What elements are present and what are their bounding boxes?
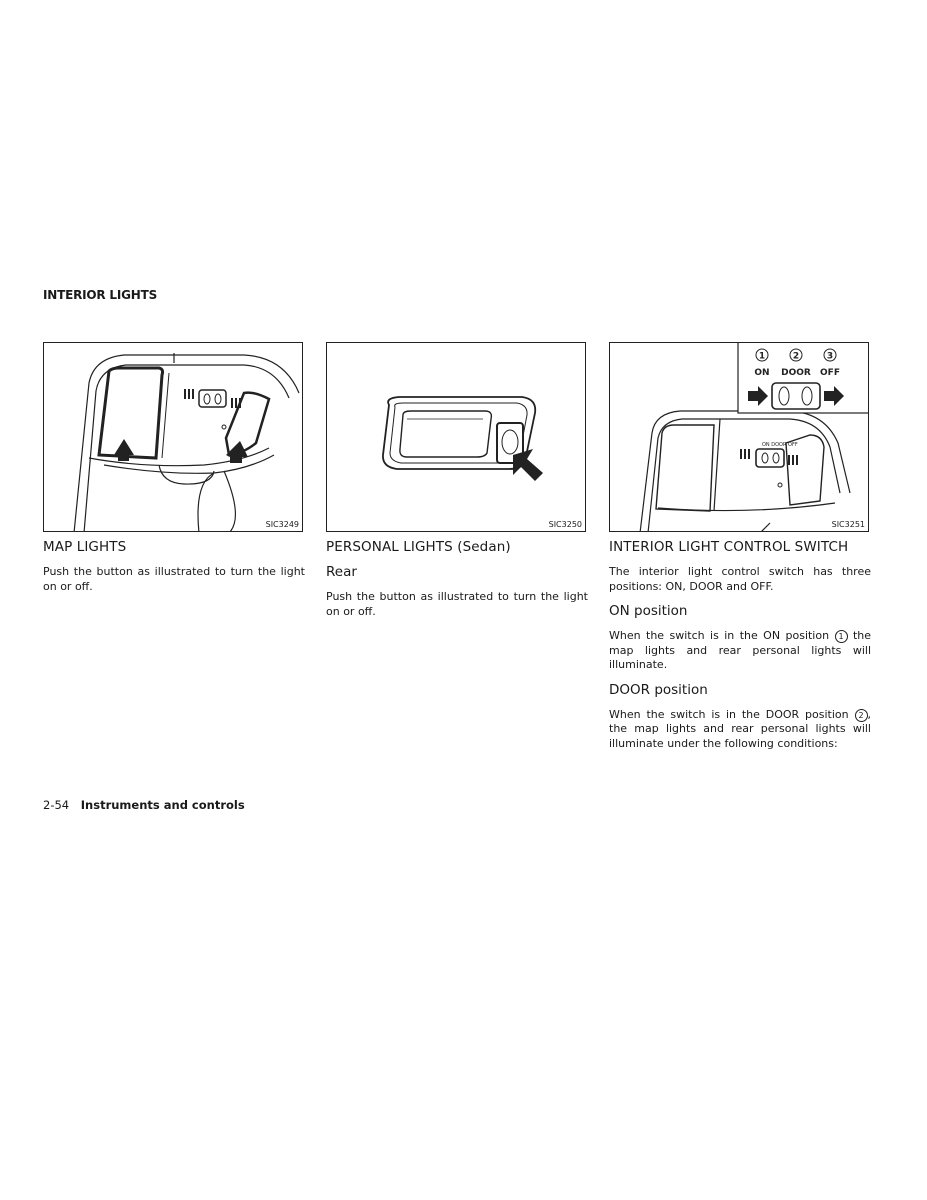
personal-lights-figure — [326, 342, 586, 532]
personal-lights-illustration — [327, 343, 586, 532]
section-title: INTERIOR LIGHTS — [43, 288, 158, 302]
control-switch-column — [609, 342, 871, 751]
off-label: OFF — [820, 368, 840, 378]
marker-2-icon: 2 — [855, 709, 868, 722]
door-position-title: DOOR position — [609, 681, 708, 698]
on-position-text — [609, 629, 871, 673]
personal-lights-column — [326, 342, 588, 619]
door-position-text-start: When the switch is in the DOOR position — [609, 707, 849, 721]
on-position-text-end: the map lights and rear personal lights will illuminate. — [609, 629, 872, 671]
figure-code: SIC3249 — [265, 520, 299, 529]
rear-subheading: Rear — [326, 564, 357, 580]
page-footer — [43, 798, 245, 812]
map-lights-column — [43, 342, 305, 594]
map-lights-figure — [43, 342, 303, 532]
door-label: DOOR — [781, 368, 811, 378]
marker-1-icon: 1 — [835, 630, 848, 643]
map-lights-heading: MAP LIGHTS — [43, 539, 127, 555]
map-lights-illustration — [44, 343, 303, 532]
on-position-title: ON position — [609, 603, 688, 619]
on-label: ON — [754, 368, 770, 378]
door-position-text — [609, 708, 871, 752]
map-lights-text: Push the button as illustrated to turn the light on or off. — [43, 565, 305, 593]
small-switch-labels: ON DOOR OFF — [762, 442, 798, 448]
control-switch-intro: The interior light control switch has three positions: ON, DOOR and OFF. — [609, 565, 871, 593]
switch-marker-2: 2 — [792, 351, 800, 362]
switch-marker-1: 1 — [758, 351, 766, 362]
door-position-text-end: , the map lights and rear personal lights will illuminate under the following conditions: — [609, 707, 871, 750]
personal-lights-text: Push the button as illustrated to turn the light on or off. — [326, 590, 588, 618]
chapter-title: Instruments and controls — [80, 798, 245, 812]
on-position-text-start: When the switch is in the ON position — [609, 629, 830, 642]
control-switch-figure — [609, 342, 869, 532]
control-switch-heading: INTERIOR LIGHT CONTROL SWITCH — [609, 539, 849, 555]
personal-lights-heading: PERSONAL LIGHTS (Sedan) — [326, 539, 511, 555]
switch-marker-3: 3 — [826, 351, 834, 362]
page-number: 2-54 — [43, 798, 70, 812]
control-switch-illustration — [610, 343, 869, 532]
figure-code: SIC3250 — [548, 520, 582, 529]
figure-code: SIC3251 — [831, 520, 865, 529]
